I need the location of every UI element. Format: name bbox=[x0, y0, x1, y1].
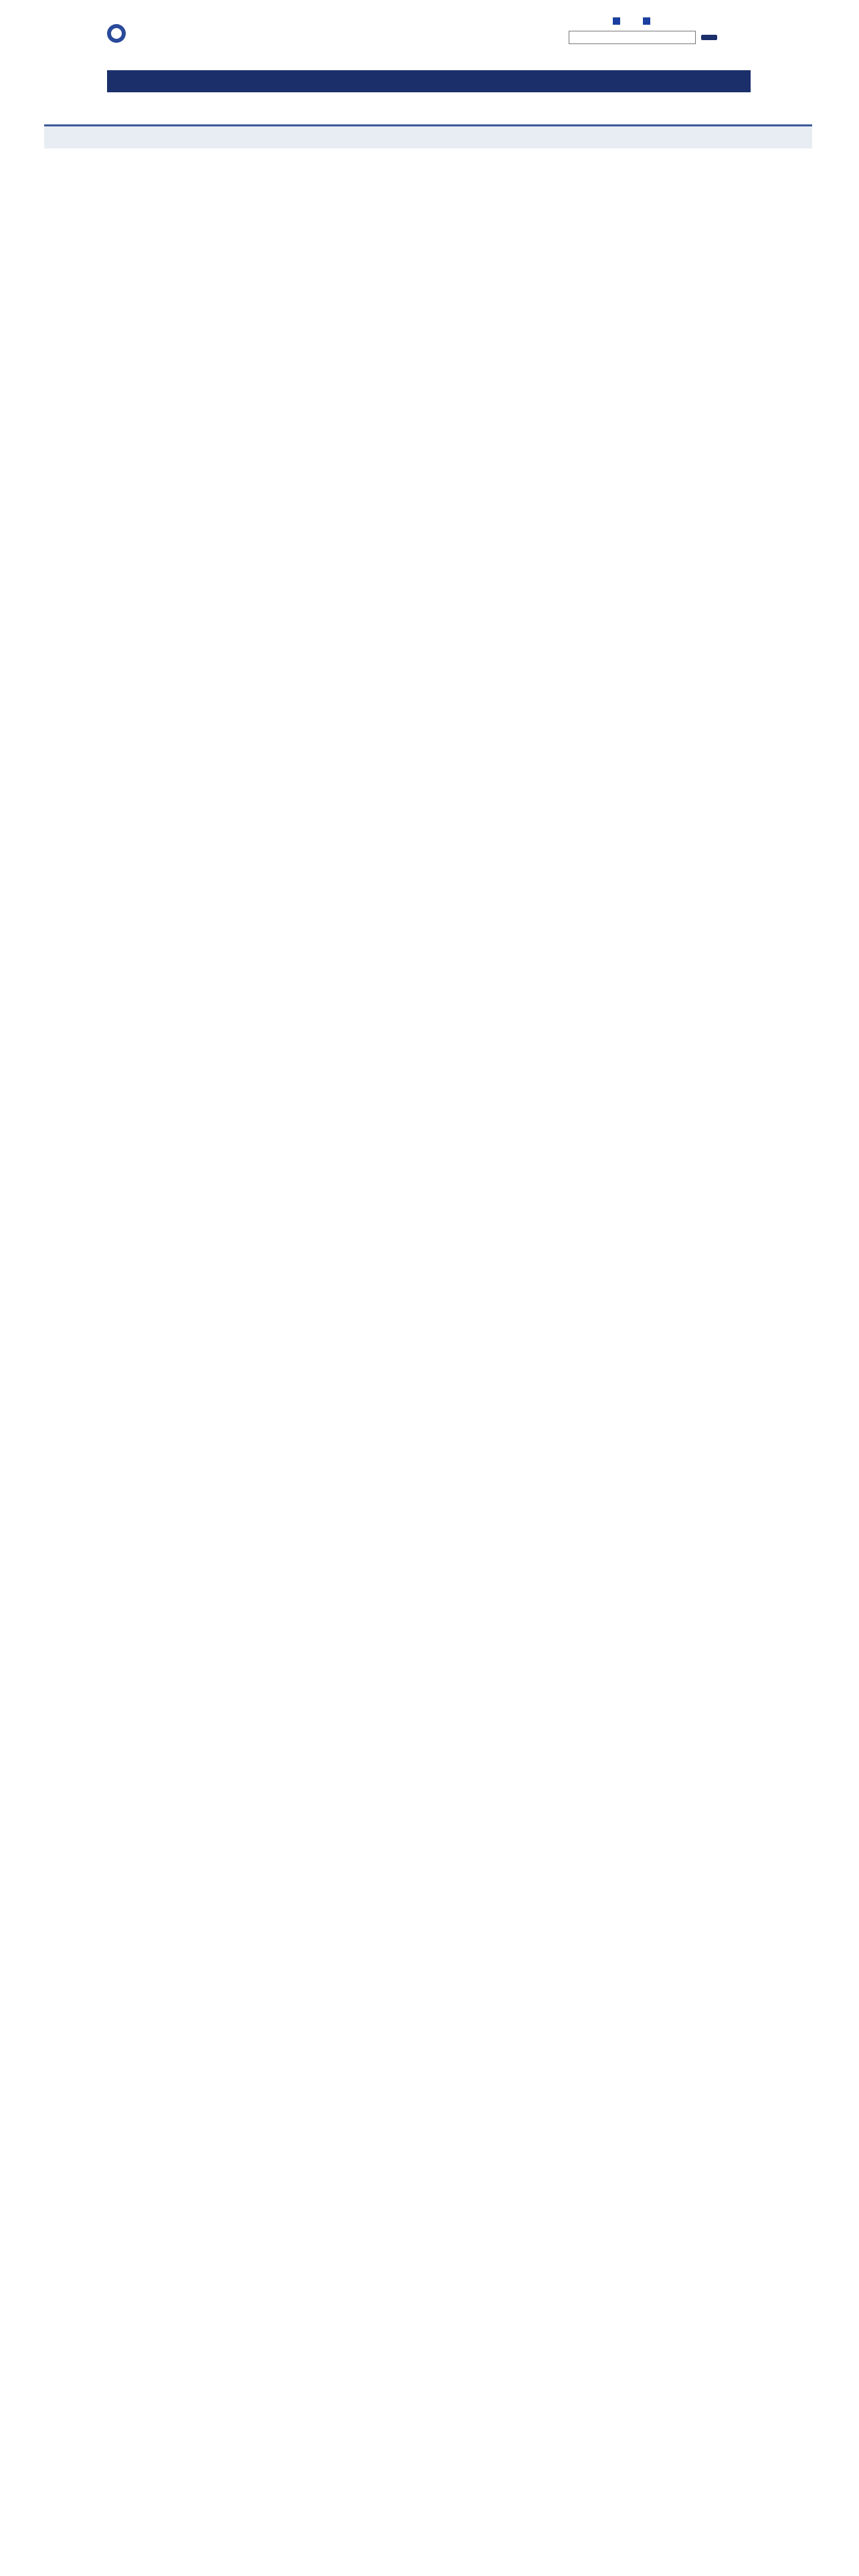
jma-logo[interactable] bbox=[107, 11, 207, 58]
jma-logo-icon bbox=[107, 24, 126, 43]
global-nav bbox=[107, 70, 751, 92]
site-header bbox=[0, 0, 859, 70]
arrow-icon bbox=[643, 17, 650, 25]
search-button[interactable] bbox=[701, 35, 717, 40]
language-links bbox=[613, 17, 653, 25]
search-input[interactable] bbox=[569, 31, 696, 44]
page-title-bar bbox=[44, 124, 812, 148]
site-search bbox=[569, 31, 717, 44]
arrow-icon bbox=[613, 17, 620, 25]
